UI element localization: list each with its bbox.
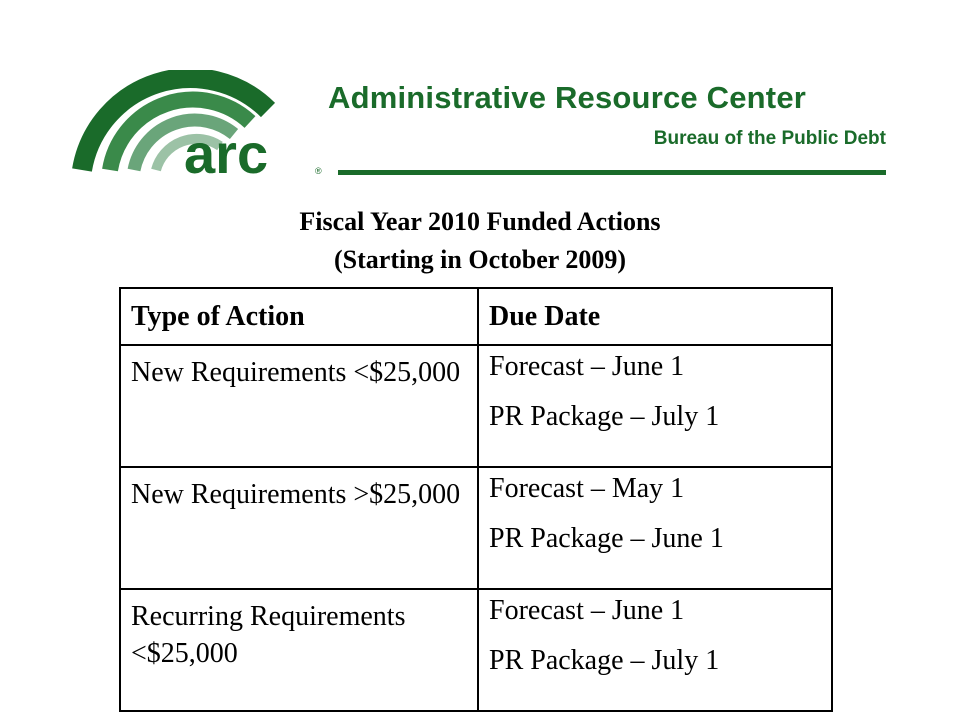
due-cell bbox=[478, 467, 832, 589]
type-cell: New Requirements >$25,000 bbox=[120, 467, 478, 589]
type-cell: Recurring Requirements <$25,000 bbox=[120, 589, 478, 711]
type-cell: New Requirements <$25,000 bbox=[120, 345, 478, 467]
due-pr-package: PR Package – July 1 bbox=[489, 401, 720, 432]
registered-mark-icon: ® bbox=[315, 166, 322, 176]
table-row bbox=[120, 589, 832, 711]
header-divider bbox=[338, 170, 886, 175]
title-line-2: (Starting in October 2009) bbox=[334, 245, 626, 274]
funded-actions-table bbox=[119, 287, 833, 712]
due-cell bbox=[478, 589, 832, 711]
header-type-of-action: Type of Action bbox=[120, 288, 478, 345]
arc-logo bbox=[72, 70, 332, 182]
due-pr-package: PR Package – July 1 bbox=[489, 645, 720, 676]
table-header-row bbox=[120, 288, 832, 345]
table-row bbox=[120, 345, 832, 467]
page-title bbox=[0, 203, 960, 279]
due-forecast: Forecast – June 1 bbox=[489, 595, 685, 626]
due-forecast: Forecast – June 1 bbox=[489, 351, 685, 382]
org-subtitle: Bureau of the Public Debt bbox=[653, 128, 886, 149]
header-due-date: Due Date bbox=[478, 288, 832, 345]
due-pr-package: PR Package – June 1 bbox=[489, 523, 724, 554]
due-cell bbox=[478, 345, 832, 467]
title-line-1: Fiscal Year 2010 Funded Actions bbox=[299, 207, 661, 236]
logo-wordmark: arc bbox=[184, 122, 269, 182]
due-forecast: Forecast – May 1 bbox=[489, 473, 685, 504]
org-name: Administrative Resource Center bbox=[328, 80, 807, 115]
table-row bbox=[120, 467, 832, 589]
